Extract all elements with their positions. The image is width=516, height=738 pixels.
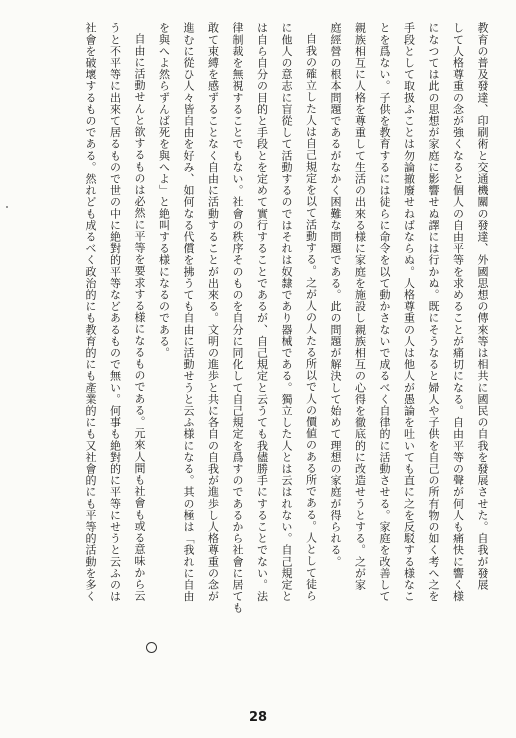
text-line: うと不平等に出來て居るもので世の中に絶對的平等などあるもので無い。何事も絶對的に平等にせうと云ふのは: [108, 22, 122, 602]
paper-speck: [6, 206, 8, 208]
text-line: に他人の意志に盲從して活動するのではそれは奴隸であり器械である。獨立した人とは云はれない。自己規定と: [280, 22, 293, 602]
text-line: して人格尊重の念が強くなると個人の自由平等を求めることが痛切になる。自由平等の聲が何人も痛快に響く様: [451, 22, 465, 602]
text-line: 律制裁を無視することでもない。社會の秩序そのものを自分に同化して自己規定を爲すのであるから社會に居ても: [231, 22, 244, 614]
text-line: 親族相互に人格を尊重して生活の出來る様に家庭を施設し親族相互の心得を徹底的に改造せうとする。之が家: [353, 22, 367, 591]
text-line: になつては此の思想が家庭に影響せぬ譯には行かぬ。既にそうなると婦人や子供を自己の所有物の如く考へ之を: [427, 22, 440, 602]
text-line: とを爲ない。子供を教育するには徒らに命令を以て動かさないで成るべく自律的に活動させる。家庭を改善して: [378, 22, 391, 602]
body-text: [30, 22, 494, 670]
text-line: 手段として取扱ふことは勿論撤廢せねばならぬ。人格尊重の人は他人が愚論を吐いても直に之を反駁する様なこ: [402, 22, 416, 602]
text-line: 敢て束縛を感ずることなく自由に活動することが出來る。文明の進歩と共に各自の自我が進歩し人格尊重の念が: [206, 22, 220, 602]
paragraph-start-line: 自我の確立した人は自己規定を以て活動する。之が人の人たる所以で人の價値のある所である。人として徒ら: [304, 33, 318, 602]
text-line: を與へよ然らずんば死を與へよ」と絶叫する様になるのである。: [157, 22, 171, 359]
text-line: 教育の普及發達、印刷術と交通機關の發達、外國思想の傳來等は相共に國民の自我を發展させた。自我が發展: [476, 22, 489, 591]
text-line: 進むに從ひ人々皆自由を好み、如何なる代償を拂うても自由に活動せうと云ふ様になる。其の極は「我れに自由: [182, 22, 195, 602]
text-line: 社會を破壞するものである。然れども成るべく政治的にも教育的にも產業的にも又社會的にも平等的活動を多く: [84, 22, 97, 602]
page-number: 28: [248, 710, 268, 725]
paragraph-start-line: 自由に活動せんと欲するものは必然に平等を要求する様になるものである。元來人間も社會も或る意味から云: [133, 33, 146, 602]
ink-stamp-mark: [146, 642, 157, 653]
text-line: は自ら自分の目的と手段とを定めて實行することであるが、自己規定と云うても我儘勝手にすることでない。法: [255, 22, 269, 602]
text-line: 庭經營の根本問題であるがなかく困難な問題である。此の問題が解決して始めて理想の家庭が得られる。: [329, 22, 342, 568]
